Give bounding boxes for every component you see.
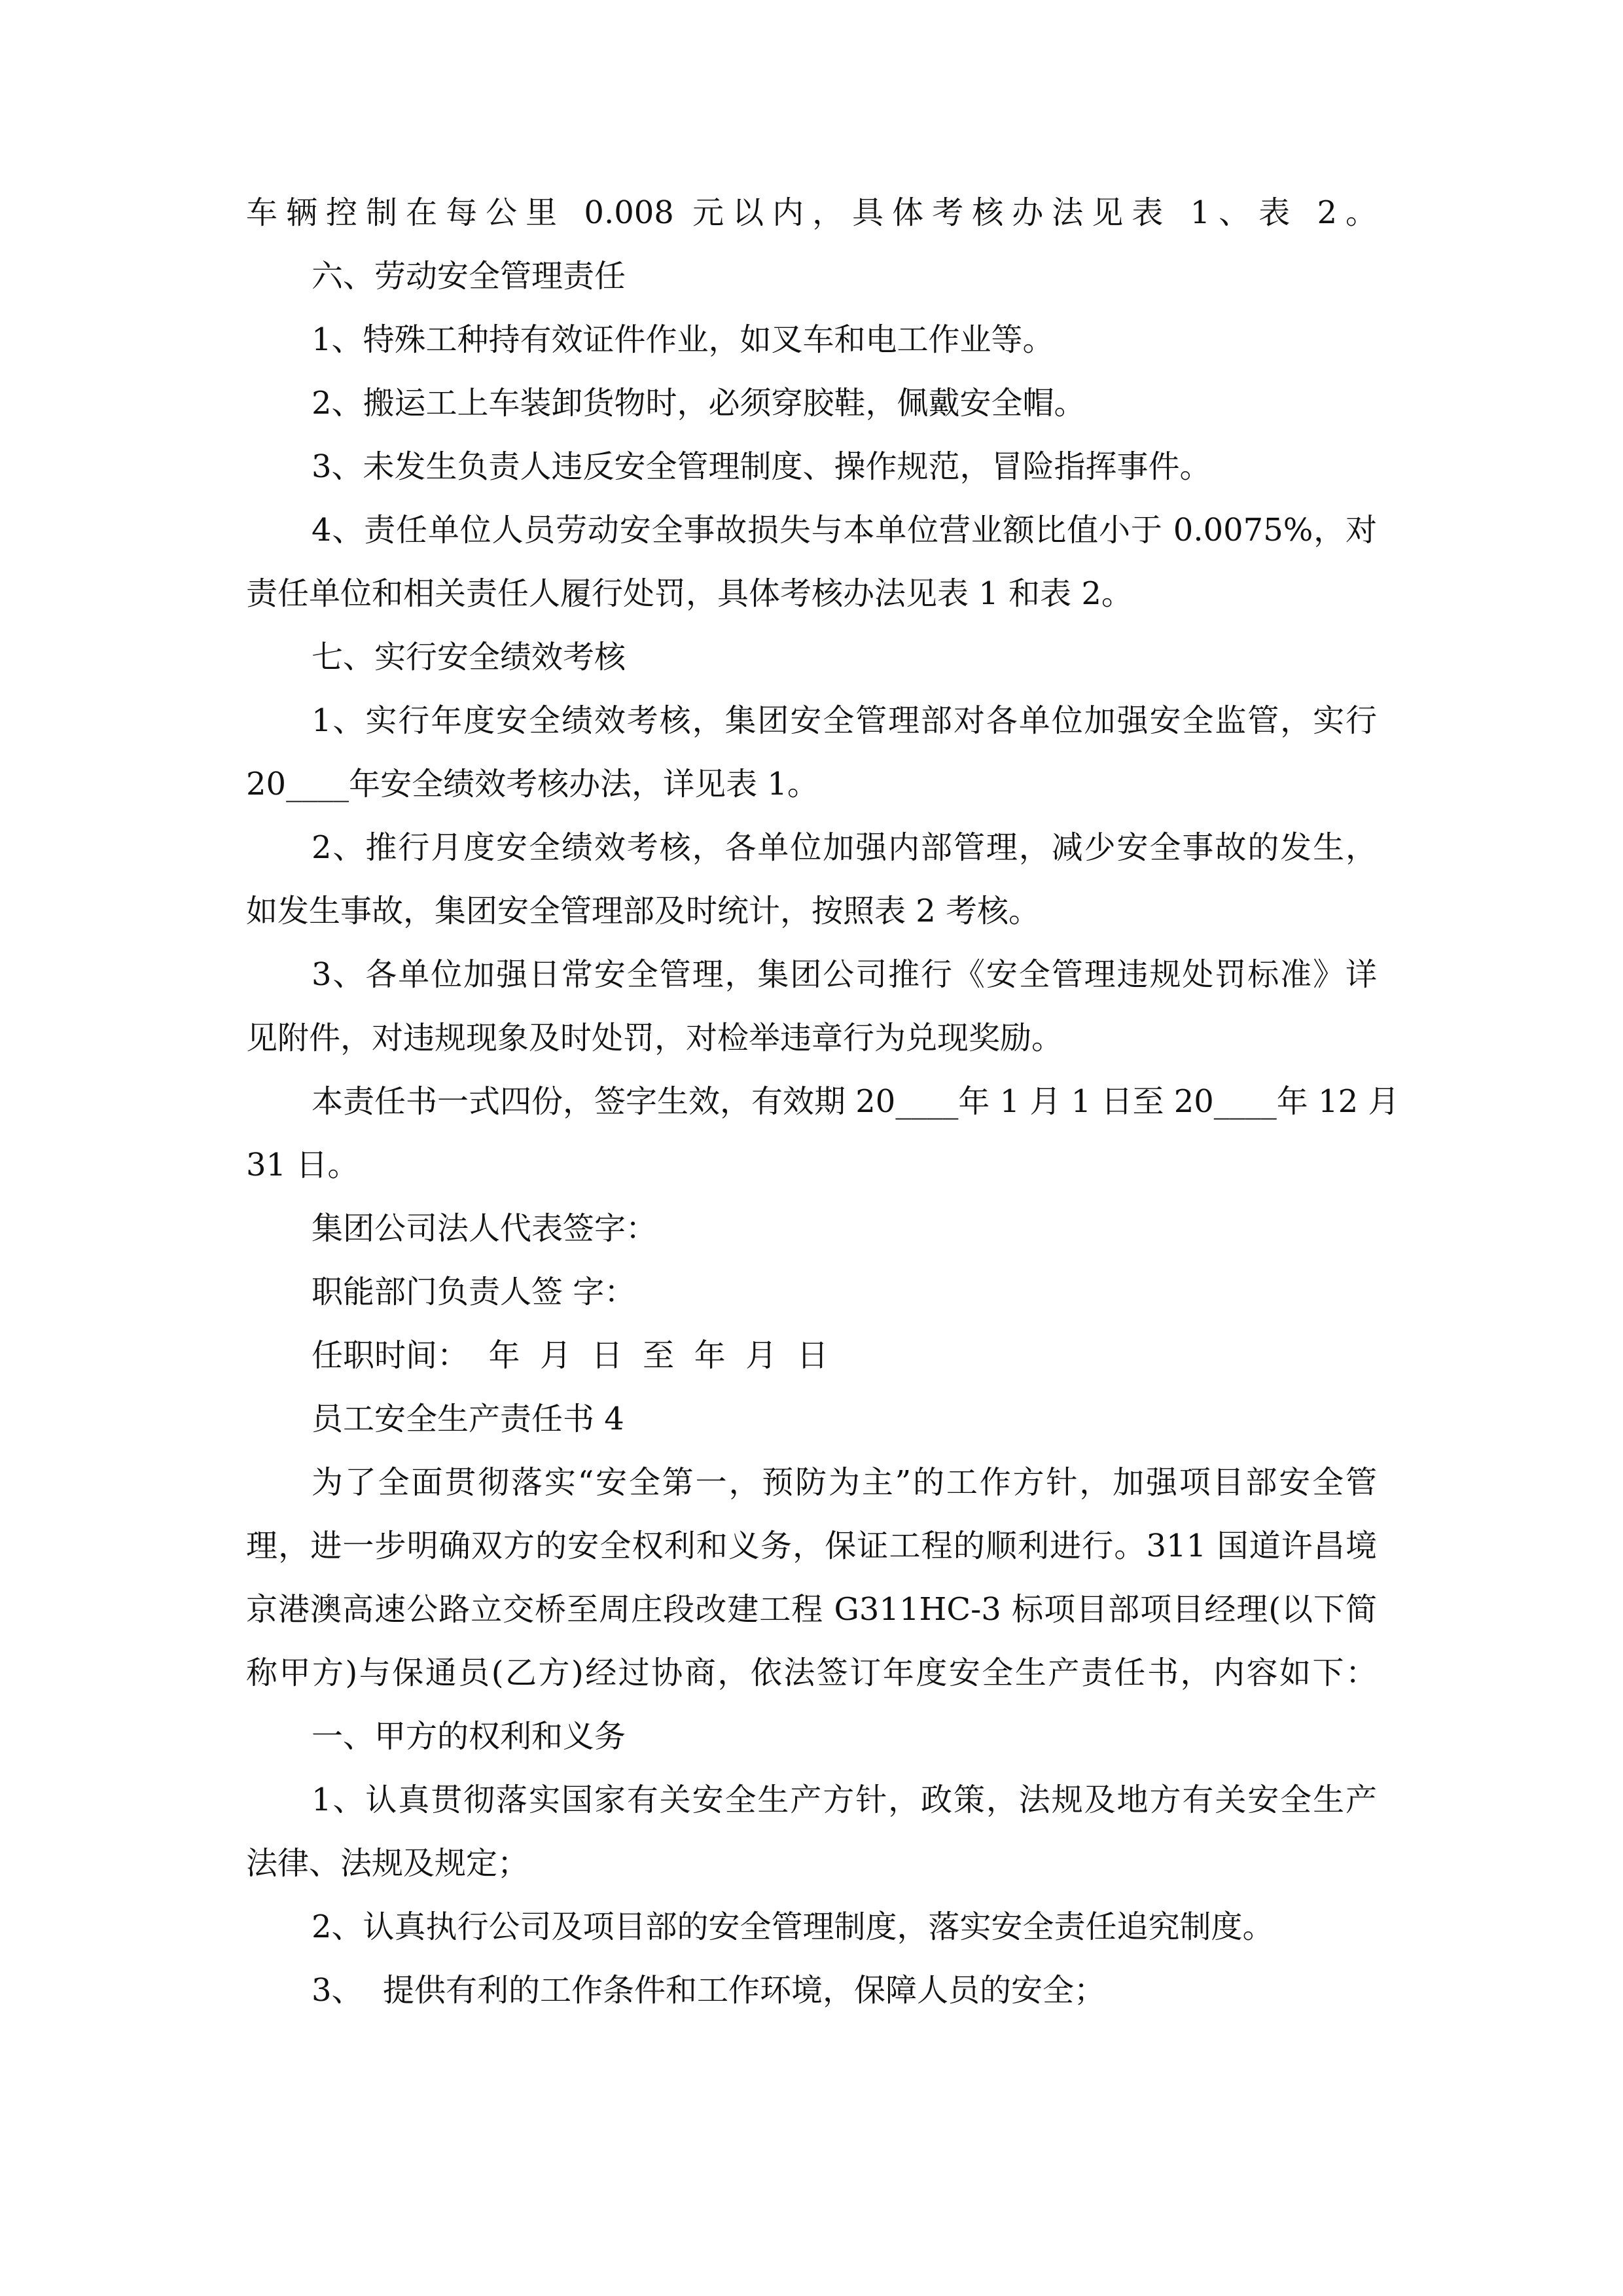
- list-item: 3、未发生负责人违反安全管理制度、操作规范，冒险指挥事件。: [312, 448, 1211, 485]
- text-line: 如发生事故，集团安全管理部及时统计，按照表 2 考核。: [246, 893, 1041, 929]
- text-line: 京港澳高速公路立交桥至周庄段改建工程 G311HC-3 标项目部项目经理(以下简: [246, 1591, 1377, 1628]
- list-item: 1、特殊工种持有效证件作业，如叉车和电工作业等。: [312, 321, 1054, 358]
- list-item: 3、各单位加强日常安全管理，集团公司推行《安全管理违规处罚标准》详: [312, 956, 1377, 993]
- text-line: 法律、法规及规定；: [246, 1845, 529, 1882]
- text-line: 20____年安全绩效考核办法，详见表 1。: [246, 766, 819, 802]
- list-item: 2、搬运工上车装卸货物时，必须穿胶鞋，佩戴安全帽。: [312, 385, 1086, 422]
- list-item: 2、认真执行公司及项目部的安全管理制度，落实安全责任追究制度。: [312, 1909, 1274, 1945]
- text-line: 车辆控制在每公里 0.008 元以内，具体考核办法见表 1、表 2。: [246, 194, 1377, 231]
- section-heading: 七、实行安全绩效考核: [312, 639, 626, 675]
- signature-label: 职能部门负责人签 字：: [312, 1274, 636, 1310]
- list-item: 4、责任单位人员劳动安全事故损失与本单位营业额比值小于 0.0075%，对: [312, 512, 1377, 548]
- text-line: 理，进一步明确双方的安全权利和义务，保证工程的顺利进行。311 国道许昌境: [246, 1528, 1377, 1564]
- list-item: 1、实行年度安全绩效考核，集团安全管理部对各单位加强安全监管，实行: [312, 702, 1377, 739]
- signature-label: 集团公司法人代表签字：: [312, 1210, 658, 1247]
- document-title: 员工安全生产责任书 4: [312, 1401, 624, 1437]
- text-line: 责任单位和相关责任人履行处罚，具体考核办法见表 1 和表 2。: [246, 575, 1133, 612]
- text-line: 31 日。: [246, 1147, 359, 1183]
- list-item: 2、推行月度安全绩效考核，各单位加强内部管理，减少安全事故的发生，: [312, 829, 1377, 866]
- text-line: 称甲方)与保通员(乙方)经过协商，依法签订年度安全生产责任书，内容如下：: [246, 1655, 1377, 1691]
- text-line: 为了全面贯彻落实“安全第一，预防为主”的工作方针，加强项目部安全管: [312, 1464, 1377, 1501]
- text-line: 本责任书一式四份，签字生效，有效期 20____年 1 月 1 日至 20____年 12 月: [312, 1083, 1400, 1120]
- list-item: 3、 提供有利的工作条件和工作环境，保障人员的安全；: [312, 1972, 1106, 2009]
- section-heading: 六、劳动安全管理责任: [312, 258, 626, 295]
- text-line: 见附件，对违规现象及时处罚，对检举违章行为兑现奖励。: [246, 1020, 1063, 1056]
- list-item: 1、认真贯彻落实国家有关安全生产方针，政策，法规及地方有关安全生产: [312, 1782, 1377, 1818]
- section-heading: 一、甲方的权利和义务: [312, 1718, 626, 1755]
- term-label: 任职时间： 年 月 日 至 年 月 日: [312, 1337, 829, 1374]
